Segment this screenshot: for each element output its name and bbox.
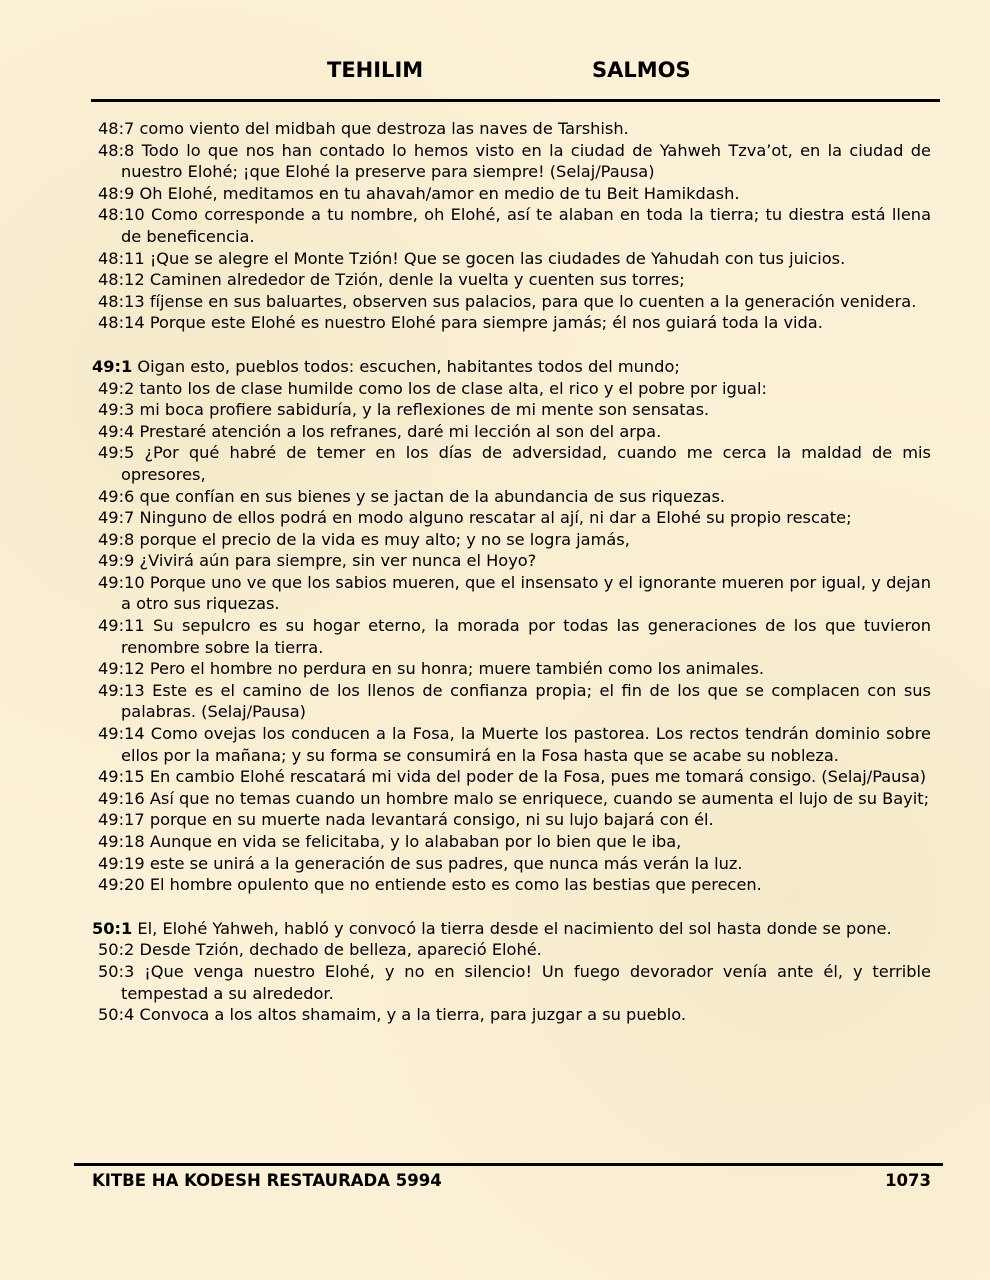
verse-ref: 49:14 bbox=[98, 724, 145, 744]
verse-text: En cambio Elohé rescatará mi vida del poder de la Fosa, pues me tomará consigo. (Selaj/Pausa) bbox=[149, 767, 927, 787]
verse bbox=[92, 831, 931, 853]
verse-ref: 50:4 bbox=[98, 1005, 135, 1025]
verse-ref: 49:12 bbox=[98, 659, 145, 679]
verse-text: Ninguno de ellos podrá en modo alguno rescatar al ají, ni dar a Elohé su propio rescate; bbox=[139, 508, 852, 528]
verse-text: Porque uno ve que los sabios mueren, que el insensato y el ignorante mueren por igual, y dejan a otro sus riquezas. bbox=[121, 572, 931, 614]
verse bbox=[92, 291, 931, 313]
verse-text: porque en su muerte nada levantará consigo, ni su lujo bajará con él. bbox=[149, 810, 714, 830]
verse-ref: 49:3 bbox=[98, 400, 135, 420]
verse-text: Como corresponde a tu nombre, oh Elohé, así te alaban en toda la tierra; tu diestra está llena de beneficencia. bbox=[121, 205, 931, 246]
verse bbox=[92, 378, 931, 400]
page-header bbox=[0, 58, 990, 92]
verse-ref: 48:10 bbox=[98, 205, 145, 225]
verse-text: El hombre opulento que no entiende esto es como las bestias que perecen. bbox=[149, 875, 762, 895]
verse-text: El, Elohé Yahweh, habló y convocó la tierra desde el nacimiento del sol hasta donde se pone. bbox=[137, 918, 892, 938]
verse-ref: 49:7 bbox=[98, 508, 135, 528]
verse-ref: 48:14 bbox=[98, 313, 145, 333]
verse-ref: 49:11 bbox=[98, 616, 145, 636]
verse bbox=[92, 615, 931, 658]
verse-text: Así que no temas cuando un hombre malo se enriquece, cuando se aumenta el lujo de su Bayit; bbox=[149, 788, 930, 808]
verse-text: Prestaré atención a los refranes, daré mi lección al son del arpa. bbox=[139, 421, 662, 441]
verse-ref: 48:11 bbox=[98, 248, 145, 268]
verse bbox=[92, 204, 931, 247]
verse-ref: 49:5 bbox=[98, 443, 135, 463]
verse-ref: 49:8 bbox=[98, 529, 135, 549]
verse-ref: 49:20 bbox=[98, 875, 145, 895]
verse bbox=[92, 356, 931, 378]
verse-ref: 49:17 bbox=[98, 810, 145, 830]
verse bbox=[92, 961, 931, 1004]
footer-rule bbox=[74, 1163, 943, 1166]
verse-text: este se unirá a la generación de sus padres, que nunca más verán la luz. bbox=[149, 853, 743, 873]
header-book-hebrew: TEHILIM bbox=[327, 58, 424, 82]
verse-ref: 50:3 bbox=[98, 961, 135, 981]
verse-ref: 48:7 bbox=[98, 119, 135, 138]
verse-ref: 48:8 bbox=[98, 140, 135, 160]
verse bbox=[92, 529, 931, 551]
verse bbox=[92, 442, 931, 485]
verse-text: Su sepulcro es su hogar eterno, la morada por todas las generaciones de los que tuvieron renombre sobre la tierra. bbox=[121, 616, 931, 657]
verse bbox=[92, 486, 931, 508]
verse bbox=[92, 723, 931, 766]
verse bbox=[92, 939, 931, 961]
page-footer bbox=[92, 1171, 931, 1195]
verse-ref: 49:19 bbox=[98, 853, 145, 873]
verse bbox=[92, 269, 931, 291]
verse-text: Pero el hombre no perdura en su honra; muere también como los animales. bbox=[149, 659, 765, 679]
verse-text: ¿Vivirá aún para siempre, sin ver nunca el Hoyo? bbox=[139, 551, 537, 571]
verse-text: ¿Por qué habré de temer en los días de adversidad, cuando me cerca la maldad de mis opresores, bbox=[121, 443, 931, 484]
page-number: 1073 bbox=[885, 1171, 931, 1190]
verse-ref: 49:13 bbox=[98, 680, 145, 700]
verse bbox=[92, 853, 931, 875]
verse-ref: 48:9 bbox=[98, 183, 135, 203]
verse bbox=[92, 918, 931, 940]
verse bbox=[92, 399, 931, 421]
verse-text: Aunque en vida se felicitaba, y lo alababan por lo bien que le iba, bbox=[149, 832, 682, 851]
verse-text: Convoca a los altos shamaim, y a la tierra, para juzgar a su pueblo. bbox=[139, 1005, 687, 1025]
verse bbox=[92, 809, 931, 831]
verse-ref: 48:12 bbox=[98, 270, 145, 290]
verse-ref: 49:2 bbox=[98, 378, 135, 398]
verse bbox=[92, 572, 931, 615]
verse-ref: 49:4 bbox=[98, 421, 135, 441]
verse-ref: 50:2 bbox=[98, 940, 135, 960]
verse-text: porque el precio de la vida es muy alto; y no se logra jamás, bbox=[139, 529, 630, 549]
verse-text: como viento del midbah que destroza las naves de Tarshish. bbox=[139, 119, 629, 138]
header-book-spanish: SALMOS bbox=[592, 58, 691, 82]
verse-ref: 49:18 bbox=[98, 832, 145, 851]
verse bbox=[92, 550, 931, 572]
verse-ref: 49:16 bbox=[98, 788, 145, 808]
verse-ref: 49:6 bbox=[98, 486, 135, 506]
section-gap bbox=[92, 334, 931, 356]
verse bbox=[92, 874, 931, 896]
verse-ref: 48:13 bbox=[98, 291, 145, 311]
verse bbox=[92, 421, 931, 443]
verse-text: Caminen alrededor de Tzión, denle la vuelta y cuenten sus torres; bbox=[149, 270, 685, 290]
verse bbox=[92, 766, 931, 788]
footer-title: KITBE HA KODESH RESTAURADA 5994 bbox=[92, 1171, 442, 1190]
verse bbox=[92, 680, 931, 723]
verse-text: tanto los de clase humilde como los de clase alta, el rico y el pobre por igual: bbox=[139, 378, 767, 398]
verse-ref: 50:1 bbox=[92, 918, 133, 938]
section-gap bbox=[92, 896, 931, 918]
verse-text: Oigan esto, pueblos todos: escuchen, habitantes todos del mundo; bbox=[137, 356, 680, 376]
verse-body bbox=[92, 118, 931, 1026]
verse-ref: 49:1 bbox=[92, 356, 133, 376]
verse bbox=[92, 1004, 931, 1026]
verse bbox=[92, 788, 931, 810]
header-rule bbox=[91, 99, 940, 102]
verse bbox=[92, 658, 931, 680]
verse-text: mi boca profiere sabiduría, y la reflexiones de mi mente son sensatas. bbox=[139, 400, 710, 420]
verse-text: Como ovejas los conducen a la Fosa, la Muerte los pastorea. Los rectos tendrán dominio sobre ellos por la mañana; y su forma se consumirá en la Fosa hasta que se acabe su nobleza. bbox=[121, 724, 931, 765]
verse-text: ¡Que se alegre el Monte Tzión! Que se gocen las ciudades de Yahudah con tus juicios. bbox=[149, 248, 846, 268]
verse-ref: 49:15 bbox=[98, 767, 145, 787]
verse-ref: 49:9 bbox=[98, 551, 135, 571]
verse-text: que confían en sus bienes y se jactan de la abundancia de sus riquezas. bbox=[139, 486, 726, 506]
verse bbox=[92, 118, 931, 140]
verse bbox=[92, 248, 931, 270]
verse-text: Todo lo que nos han contado lo hemos visto en la ciudad de Yahweh Tzva’ot, en la ciudad de nuestro Elohé; ¡que Elohé la preserve para siempre! (Selaj/Pausa) bbox=[121, 140, 931, 182]
verse bbox=[92, 183, 931, 205]
verse-text: Porque este Elohé es nuestro Elohé para siempre jamás; él nos guiará toda la vida. bbox=[149, 313, 823, 333]
verse bbox=[92, 140, 931, 183]
verse-text: fíjense en sus baluartes, observen sus palacios, para que lo cuenten a la generación venidera. bbox=[149, 291, 917, 311]
verse-text: Desde Tzión, dechado de belleza, apareció Elohé. bbox=[139, 940, 542, 960]
verse-text: Este es el camino de los llenos de confianza propia; el fin de los que se complacen con sus palabras. (Selaj/Pausa) bbox=[121, 680, 931, 722]
verse-text: ¡Que venga nuestro Elohé, y no en silencio! Un fuego devorador venía ante él, y terrible tempestad a su alrededor. bbox=[121, 961, 931, 1003]
verse-text: Oh Elohé, meditamos en tu ahavah/amor en medio de tu Beit Hamikdash. bbox=[139, 183, 740, 203]
verse bbox=[92, 312, 931, 334]
verse bbox=[92, 507, 931, 529]
verse-ref: 49:10 bbox=[98, 572, 145, 592]
